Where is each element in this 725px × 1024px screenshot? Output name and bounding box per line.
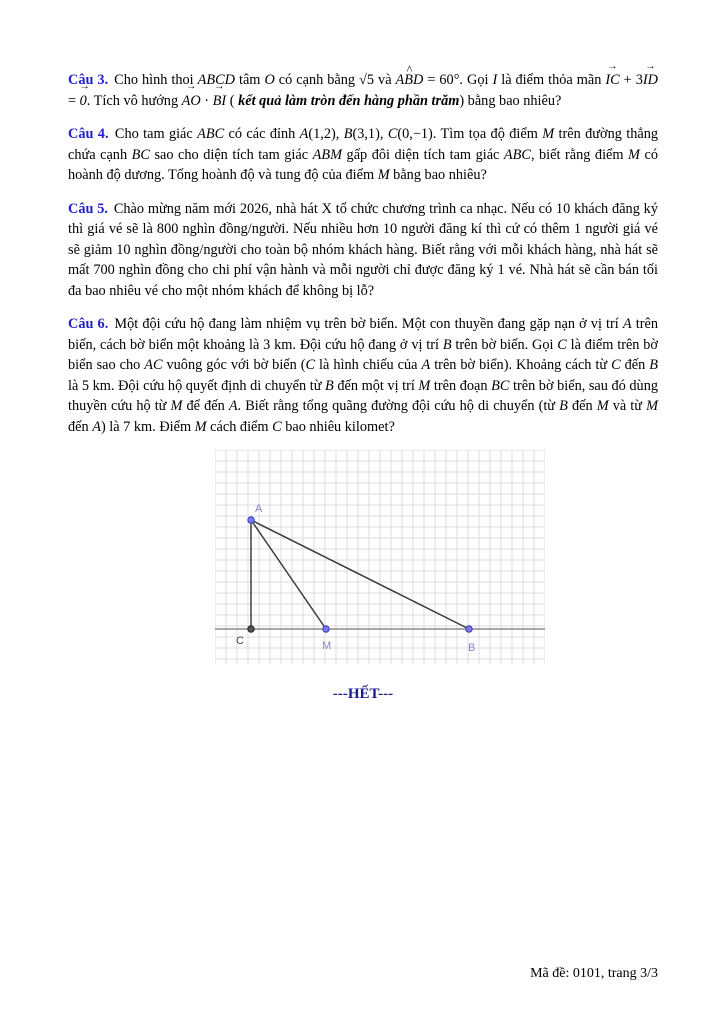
text-segment: ABD ^ (396, 70, 424, 91)
text-segment: M (170, 398, 183, 414)
page-footer: Mã đề: 0101, trang 3/3 (530, 966, 658, 981)
text-segment: để đến (182, 398, 229, 414)
text-segment: ) bằng bao nhiêu? (459, 92, 562, 109)
text-segment: bao nhiêu kilomet? (281, 418, 395, 435)
text-segment: AC (144, 357, 163, 373)
text-segment: BI → (213, 91, 227, 112)
question-4 (68, 124, 658, 186)
text-segment: Một đội cứu hộ đang làm nhiệm vụ trên bờ biển. Một con thuyền đang gặp nạn ở vị trí (110, 316, 623, 332)
text-segment: M (194, 418, 207, 435)
question-label: Câu 5. (68, 200, 108, 217)
text-segment: = 60°. Gọi (423, 72, 493, 88)
text-segment: C (305, 357, 316, 373)
text-segment: M (377, 167, 390, 183)
text-segment: đến (68, 418, 93, 435)
point-label-C: C (236, 635, 244, 647)
text-segment: √5 (359, 72, 375, 88)
text-segment: đến một vị trí (333, 377, 419, 394)
text-segment: A (299, 126, 309, 142)
geometry-figure-container (215, 450, 545, 664)
segment-AB (251, 520, 469, 629)
text-segment: , biết rằng điểm (530, 146, 629, 163)
text-segment: A (421, 357, 431, 373)
text-segment: trên bờ biển, sau đó dùng thuyền cứu hộ từ (68, 377, 658, 414)
point-C (248, 626, 254, 632)
point-B (466, 626, 472, 632)
text-segment: C (557, 336, 567, 353)
text-segment: (3,1), (352, 126, 388, 142)
text-segment: là điểm thỏa mãn (497, 72, 606, 88)
text-segment: B (343, 126, 353, 142)
text-segment: ID → (643, 70, 658, 91)
text-segment: trên bờ biển. Gọi (451, 336, 558, 353)
text-segment: BC (131, 146, 150, 163)
text-segment: gấp đôi diện tích tam giác (342, 146, 504, 163)
text-segment: 0 → (80, 91, 87, 112)
text-segment: ) là 7 km. Điểm (100, 418, 195, 435)
text-segment: và (374, 72, 396, 88)
question-5 (68, 199, 658, 302)
question-label: Câu 6. (68, 316, 109, 332)
text-segment: là điểm trên bờ biển sao cho (68, 336, 658, 373)
question-label: Câu 3. (68, 72, 109, 88)
text-segment: . Tích vô hướng (86, 92, 182, 109)
point-label-M: M (322, 640, 332, 652)
geometry-figure (215, 450, 545, 664)
end-marker: ---HẾT--- (332, 686, 394, 702)
text-segment: có các đỉnh (224, 126, 300, 142)
text-segment: trên bờ biển). Khoảng cách từ (430, 357, 612, 373)
text-segment: A (228, 398, 238, 414)
text-segment: C (272, 418, 282, 435)
text-segment: C (611, 357, 621, 373)
text-segment: M (628, 146, 640, 163)
text-segment: AO → (182, 91, 201, 112)
text-segment: M (646, 398, 658, 414)
text-segment: là hình chiếu của (315, 357, 422, 373)
text-segment: kết quả làm tròn đến hàng phần trăm (238, 92, 460, 109)
text-segment: IC → (605, 70, 619, 91)
text-segment: = (68, 92, 80, 109)
text-segment: đến (620, 357, 650, 373)
text-segment: trên đoạn (430, 377, 492, 394)
text-segment: ABC (197, 126, 225, 142)
exam-content (68, 70, 658, 703)
text-segment: O (264, 72, 275, 88)
text-segment: ABCD (197, 72, 235, 88)
question-label: Câu 4. (68, 126, 109, 142)
point-label-B: B (468, 642, 476, 654)
text-segment: cách điểm (206, 418, 273, 435)
text-segment: đến (567, 398, 597, 414)
text-segment: Cho tam giác (110, 126, 198, 142)
text-segment: có hoành độ dương. Tổng hoành độ và tung độ của điểm (68, 146, 658, 183)
text-segment: ( (226, 92, 239, 109)
text-segment: trên đường thẳng chứa cạnh (68, 126, 659, 163)
text-segment: M (418, 377, 431, 394)
text-segment: I (492, 72, 498, 88)
text-segment: C (387, 126, 398, 142)
text-segment: B (649, 357, 658, 373)
point-label-A: A (255, 503, 263, 515)
text-segment: + 3 (619, 72, 643, 88)
text-segment: A (622, 316, 632, 332)
text-segment: . Biết rằng tổng quãng đường đội cứu hộ di chuyển (từ (237, 398, 560, 414)
text-segment: Cho hình thoi (110, 72, 198, 88)
text-segment: B (325, 377, 334, 394)
text-segment: là 5 km. Đội cứu hộ quyết định di chuyển từ (68, 377, 326, 394)
text-segment: vuông góc với bờ biển ( (162, 357, 306, 373)
text-segment: Chào mừng năm mới 2026, nhà hát X tổ chức chương trình ca nhạc. Nếu có 10 khách đăng ký thì giá vé sẽ là 800 nghìn đồng/người. Nếu nhiều hơn 10 người đăng kí thì cứ có thêm 1 người giá vé sẽ giảm 10 nghìn đồng/người cho toàn bộ nhóm khách hàng. Biết rằng với mỗi khách hàng, nhà hát sẽ mất 700 nghìn đồng cho chi phí vận hành và mỗi người chỉ được đăng ký 1 vé. Nhà hát sẽ cần bán tối đa bao nhiêu vé cho một nhóm khách để không bị lỗ? (68, 200, 658, 299)
text-segment: bằng bao nhiêu? (389, 167, 487, 183)
text-segment: A (92, 418, 101, 435)
question-6 (68, 314, 658, 437)
text-segment: ABM (312, 146, 343, 163)
text-segment: B (559, 398, 568, 414)
point-M (323, 626, 329, 632)
text-segment: sao cho diện tích tam giác (149, 146, 313, 163)
text-segment: có cạnh bằng (274, 72, 360, 88)
text-segment: (1,2), (308, 126, 344, 142)
text-segment: B (442, 336, 452, 353)
text-segment: và từ (608, 398, 647, 414)
text-segment: · (200, 92, 213, 109)
text-segment: M (542, 126, 555, 142)
text-segment: BC (491, 377, 510, 394)
text-segment: trên biển, cách bờ biển một khoảng là 3 km. Đội cứu hộ đang ở vị trí (68, 316, 658, 353)
segment-AM (251, 520, 326, 629)
text-segment: ABC (503, 146, 531, 163)
text-segment: (0,−1). Tìm tọa độ điểm (397, 126, 543, 142)
text-segment: M (596, 398, 609, 414)
question-3 (68, 70, 658, 111)
point-A (248, 517, 254, 523)
text-segment: tâm (234, 72, 265, 88)
